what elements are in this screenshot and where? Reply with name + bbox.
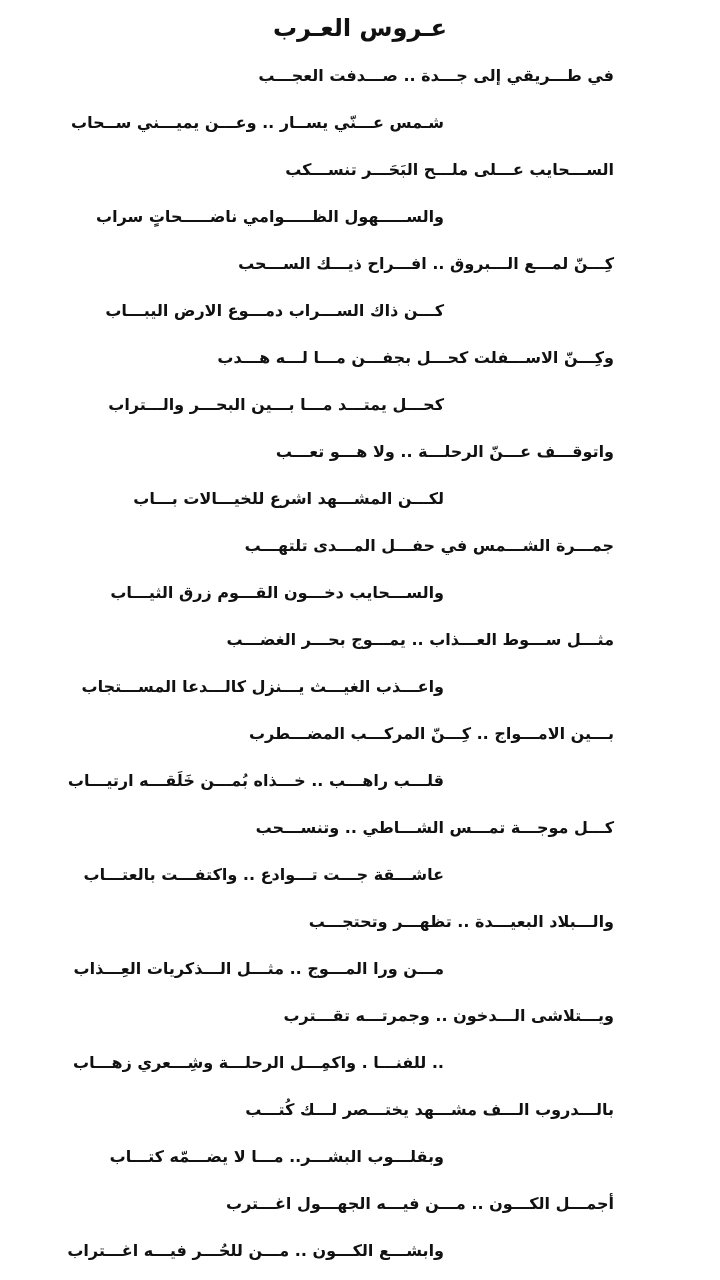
poem-line: والســـحايب دخـــون القـــوم زرق الثيـــاب [110,583,444,602]
poem-line: شـمس عـــنّي يســار .. وعـــن يميـــني ســحاب [71,113,444,132]
poem-line: جمـــرة الشـــمس في حفـــل المـــدى تلتهـــب [244,536,614,555]
poem-title: عـروس العـرب [273,14,447,42]
poem-line: عاشـــقة جـــت تـــوادع .. واكتفـــت بالعتـــاب [83,865,444,884]
poem-line: بالـــدروب الـــف مشـــهد يختـــصر لـــك كُتـــب [245,1100,614,1119]
poem-line: والـــبلاد البعيـــدة .. تظهـــر وتحتجـــب [308,912,614,931]
poem-line: كِـــنّ لمـــع الـــبروق .. افـــراح ذيـــك الســـحب [238,254,614,273]
poem-line: في طـــريقي إلى جـــدة .. صـــدفت العجـــب [258,66,614,85]
poem-line: .. للفنـــا . واكمِـــل الرحلـــة وشِـــعري زهـــاب [73,1053,444,1072]
poem-line: مـــن ورا المـــوج .. مثـــل الـــذكريات العِـــذاب [73,959,444,978]
poem-line: وابشـــع الكـــون .. مـــن للحُـــر فيـــه اغـــتراب [67,1241,444,1260]
poem-line: الســـحايب عـــلى ملـــح البَحَـــر تنســـكب [285,160,614,179]
poem-line: أجمـــل الكـــون .. مـــن فيـــه الجهـــول اغـــترب [225,1194,614,1213]
poem-line: وكِـــنّ الاســـفلت كحـــل بجفـــن مـــا لـــه هـــدب [217,348,614,367]
poem-line: ويـــتلاشى الـــدخون .. وجمرتـــه تقـــترب [283,1006,614,1025]
poem-line: كحـــل يمتـــد مـــا بـــين البحـــر والـــتراب [108,395,444,414]
poem-line: مثـــل ســـوط العـــذاب .. يمـــوج بحـــر الغضـــب [226,630,614,649]
poem-line: لكـــن المشـــهد اشرع للخيـــالات بـــاب [133,489,444,508]
poem-line: قلـــب راهـــب .. خـــذاه بُمـــن خَلَقـــه ارتيـــاب [67,771,444,790]
poem-line: بـــين الامـــواج .. كِـــنّ المركـــب المضـــطرب [248,724,614,743]
poem-line: واتوقـــف عـــنّ الرحلـــة .. ولا هـــو تعـــب [275,442,614,461]
poem-line: واعـــذب الغيـــث يـــنزل كالـــدعا المســـتجاب [81,677,444,696]
poem-line: كـــن ذاك الســـراب دمـــوع الارض اليبـــاب [105,301,444,320]
poem-line: والســـــهول الظـــــوامي ناضـــــحاتٍ سراب [96,207,444,226]
poem-line: كـــل موجـــة تمـــس الشـــاطي .. وتنســـحب [255,818,614,837]
poem-line: وبقلـــوب البشـــر.. مـــا لا يضـــمّه كتـــاب [109,1147,444,1166]
